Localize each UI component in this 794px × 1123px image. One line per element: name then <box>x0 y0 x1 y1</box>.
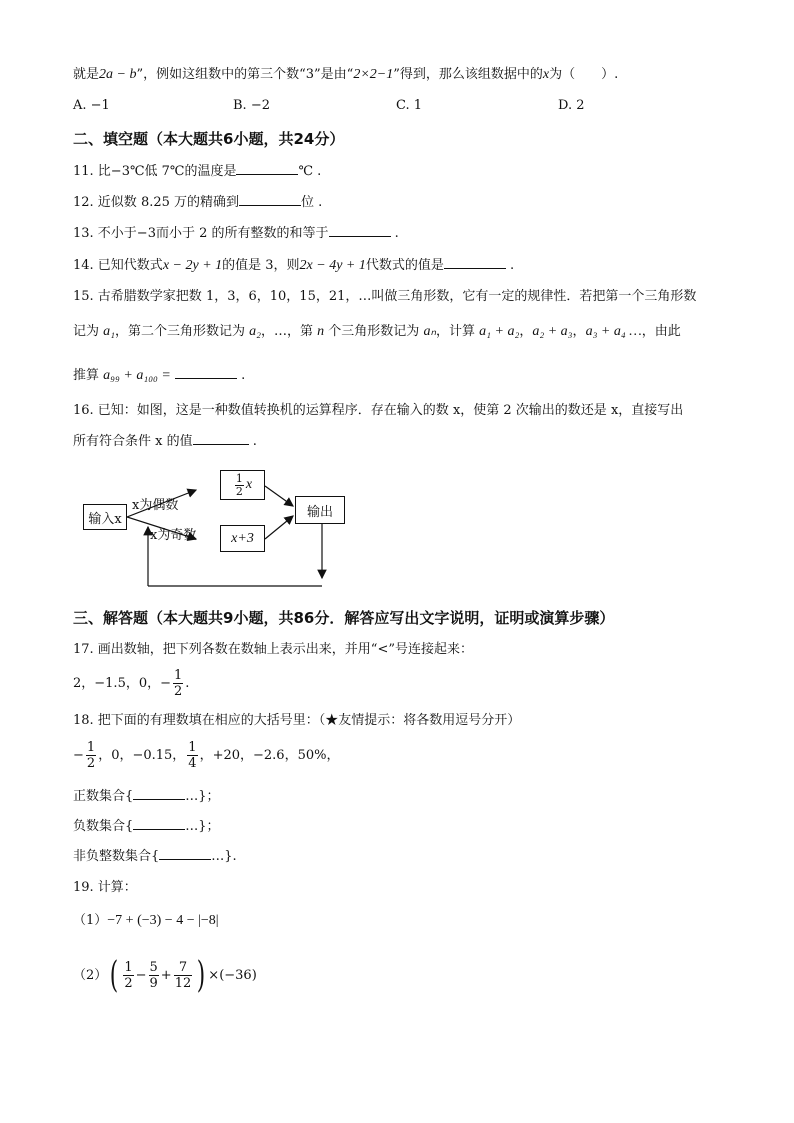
q10-text-4: 为（ ）. <box>549 67 619 82</box>
q15-an: aₙ <box>423 324 437 339</box>
q19-part-2: （2）( $\frac{1}{2}$ − $\frac{5}{9}$ + $\frac{7}{12}$ ) ×(−36) <box>73 954 257 996</box>
even-label <box>132 494 178 513</box>
q13-text: 13. 不小于−3而小于 2 的所有整数的和等于 <box>73 226 329 241</box>
half-den: 2 <box>235 484 243 498</box>
left-paren: ( <box>110 954 119 996</box>
section-3-heading: 三、解答题（本大题共9小题，共86分．解答应写出文字说明，证明或演算步骤） <box>73 609 615 627</box>
input-label: 输入x <box>88 511 122 527</box>
q15-line-2: 记为 a₁，第二个三角形数记为 a₂，…，第 n 个三角形数记为 aₙ，计算 a₁ + a₂，a₂ + a₃，a₃ + a₄ …，由此 <box>73 324 681 339</box>
q18-set2-end: …}； <box>185 819 220 834</box>
q19-f1-den: 2 <box>124 976 133 991</box>
section-2-heading: 二、填空题（本大题共6小题，共24分） <box>73 130 345 148</box>
q18-negative-set <box>73 817 220 836</box>
q17-fraction <box>173 668 183 699</box>
q12-text: 12. 近似数 8.25 万的精确到 <box>73 195 240 210</box>
q10-text-2: ”，例如这组数中的第三个数“3”是由“ <box>136 67 354 82</box>
q18-set2-label: 负数集合{ <box>73 819 134 834</box>
q19-fraction-2 <box>149 960 159 991</box>
q15-t1: 记为 <box>73 324 104 339</box>
half-num: 1 <box>235 471 243 485</box>
option-c: C. 1 <box>396 98 423 113</box>
q15-sum-2: a₂ + a₃ <box>532 324 573 339</box>
q18-fraction-2 <box>187 740 197 771</box>
q18-set3-end: …}. <box>211 849 237 864</box>
q10-expr-1: 2a − b <box>99 67 137 82</box>
q19-part-1 <box>73 912 219 930</box>
q16-line-1: 16. 已知：如图，这是一种数值转换机的运算程序．存在输入的数 x，使第 2 次输出的数还是 x，直接写出 <box>73 403 684 418</box>
q16-end: . <box>248 434 257 449</box>
option-d: D. 2 <box>558 98 585 113</box>
output-label: 输出 <box>306 504 333 520</box>
q18-fraction-1 <box>86 740 96 771</box>
q14-text-1: 14. 已知代数式 <box>73 258 163 273</box>
q14-end: . <box>505 258 515 273</box>
q10-text-3: ”得到，那么该组数据中的 <box>393 67 543 82</box>
q19-line-1: 19. 计算： <box>73 880 137 895</box>
q15-expr: a₉₉ + a₁₀₀ = <box>103 368 171 383</box>
q14-text-2: 的值是 3，则 <box>222 258 300 273</box>
q17-end: . <box>185 676 190 691</box>
q17-frac-den: 2 <box>174 684 183 699</box>
right-paren: ) <box>197 954 206 996</box>
q13-end: . <box>390 226 399 241</box>
q15-a2: a₂ <box>249 324 262 339</box>
q18-set1-label: 正数集合{ <box>73 789 134 804</box>
q15-sum-1: a₁ + a₂ <box>479 324 520 339</box>
q19-f2-den: 9 <box>149 976 158 991</box>
q19-p2-tail: ×(−36) <box>208 968 257 983</box>
q18-set1-end: …}； <box>185 789 220 804</box>
q18-mid: ，0，−0.15， <box>98 748 186 763</box>
q18-neg: − <box>73 748 84 763</box>
q10-var: x <box>542 67 550 82</box>
option-b: B. −2 <box>233 98 270 113</box>
q19-fraction-3 <box>174 960 193 991</box>
half-fraction <box>235 473 244 498</box>
q18-f2-den: 4 <box>188 756 197 771</box>
q18-positive-set <box>73 787 220 806</box>
q15-t3: ，…，第 <box>261 324 318 339</box>
q15-t6: ，由此 <box>641 324 681 339</box>
q11-text: 11. 比−3℃低 7℃的温度是 <box>73 164 237 179</box>
odd-label <box>150 524 196 543</box>
q15-sum-3: a₃ + a₄ … <box>585 324 642 339</box>
q18-f1-den: 2 <box>86 756 96 771</box>
q18-f2-num: 1 <box>188 740 197 755</box>
q17-line-1: 17. 画出数轴，把下列各数在数轴上表示出来，并用“<”号连接起来： <box>73 642 473 657</box>
q19-f1-num: 1 <box>124 960 133 975</box>
q18-set3-label: 非负整数集合{ <box>73 849 160 864</box>
q10-text-1: 就是 <box>73 67 100 82</box>
q18-set1-blank[interactable] <box>133 787 185 800</box>
q18-set2-blank[interactable] <box>133 817 185 830</box>
arrow-half-to-output <box>265 486 293 506</box>
q15-t4: 个三角形数记为 <box>324 324 424 339</box>
q16-text: 所有符合条件 x 的值 <box>73 434 193 449</box>
q15-n: n <box>317 324 325 339</box>
q15-t7: 推算 <box>73 368 104 383</box>
q15-line-1: 15. 古希腊数学家把数 1，3，6，10，15，21，…叫做三角形数，它有一定的规律性．若把第一个三角形数 <box>73 289 697 304</box>
q17-frac-num: 1 <box>174 668 183 683</box>
q19-p2-label: （2） <box>73 968 108 983</box>
q18-f1-num: 1 <box>86 740 96 755</box>
input-box <box>83 504 127 530</box>
option-a: A. −1 <box>73 98 110 113</box>
q19-f3-den: 12 <box>174 976 192 991</box>
q10-expr-2: 2×2−1 <box>353 67 394 82</box>
q19-fraction-1 <box>123 960 133 991</box>
half-box <box>220 470 265 500</box>
q19-f2-num: 5 <box>149 960 158 975</box>
half-var: x <box>245 477 253 492</box>
q18-numbers <box>73 738 339 774</box>
q14-expr-1: x − 2y + 1 <box>162 258 223 273</box>
output-box <box>295 496 345 524</box>
q17-nums: 2，−1.5，0，− <box>73 676 172 691</box>
q15-end: . <box>237 368 246 383</box>
plus3-box <box>220 525 265 552</box>
q19-f3-num: 7 <box>174 960 193 976</box>
q18-rest: ，+20，−2.6，50%， <box>199 748 340 763</box>
q18-nonneg-int-set <box>73 847 237 866</box>
odd-text: x为奇数 <box>150 528 197 543</box>
q14-expr-2: 2x − 4y + 1 <box>299 258 366 273</box>
q19-p1-label: （1） <box>73 913 108 928</box>
arrow-plus3-to-output <box>265 516 293 539</box>
q19-p1-expr: −7 + (−3) − 4 − |−8| <box>107 913 219 928</box>
plus3-label: x+3 <box>231 530 254 546</box>
even-text: x为偶数 <box>132 498 179 513</box>
q18-line-1: 18. 把下面的有理数填在相应的大括号里：（★友情提示：将各数用逗号分开） <box>73 713 521 728</box>
q18-set3-blank[interactable] <box>159 847 211 860</box>
q11-unit: ℃ . <box>298 164 322 179</box>
q15-t2: ，第二个三角形数记为 <box>115 324 250 339</box>
q14-text-3: 代数式的值是 <box>365 258 444 273</box>
q17-numbers <box>73 666 189 702</box>
q15-a1: a₁ <box>103 324 116 339</box>
q12-unit: 位 . <box>301 195 323 210</box>
q15-t5: ，计算 <box>436 324 480 339</box>
